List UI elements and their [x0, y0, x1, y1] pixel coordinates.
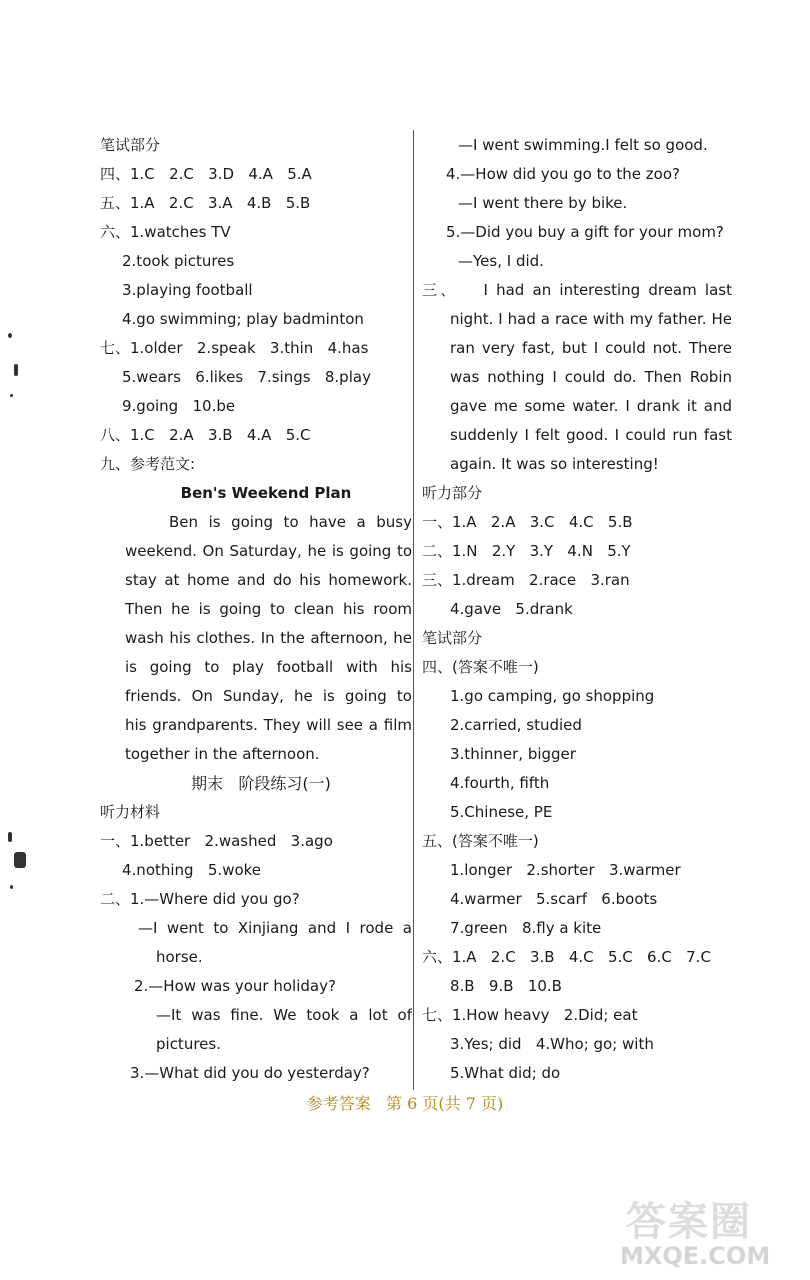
- answer-q7-1: 七、1.older 2.speak 3.thin 4.has: [100, 339, 369, 357]
- section-title: 期末 阶段练习(一): [191, 774, 331, 793]
- listening-material-label: 听力材料: [100, 803, 161, 821]
- scan-mark: [8, 832, 12, 842]
- written-q6-1: 六、1.A 2.C 3.B 4.C 5.C 6.C 7.C: [422, 948, 711, 966]
- listening-q1-2: 4.nothing 5.woke: [122, 861, 262, 879]
- essay-line: is going to play football with his: [125, 658, 412, 676]
- written-q5-item: 7.green 8.fly a kite: [450, 919, 602, 937]
- dialog-line: —I went there by bike.: [458, 194, 628, 212]
- scan-mark: [14, 364, 18, 376]
- watermark-brand: 答案圈: [626, 1199, 752, 1245]
- written-q7-2: 3.Yes; did 4.Who; go; with: [450, 1035, 654, 1053]
- answer-q7-3: 9.going 10.be: [122, 397, 236, 415]
- right-column: [422, 131, 732, 1088]
- written-q6-2: 8.B 9.B 10.B: [450, 977, 562, 995]
- essay-line: wash his clothes. In the afternoon, he: [125, 629, 412, 647]
- page-footer: 参考答案 第 6 页(共 7 页): [306, 1094, 504, 1113]
- written-q7-1: 七、1.How heavy 2.Did; eat: [422, 1006, 638, 1024]
- column-divider: [413, 130, 414, 1090]
- written-section-label: 笔试部分: [422, 629, 483, 647]
- answer-q4: 四、1.C 2.C 3.D 4.A 5.A: [100, 165, 312, 183]
- listening-q2-7: 3.—What did you do yesterday?: [130, 1064, 370, 1082]
- answer-q6-4: 4.go swimming; play badminton: [122, 310, 364, 328]
- listening-q2-5: —It was fine. We took a lot of: [156, 1006, 412, 1024]
- left-column: [100, 131, 412, 1088]
- answer-q9: 九、参考范文:: [100, 455, 196, 473]
- scan-mark: [10, 885, 13, 889]
- story-line: was nothing I could do. Then Robin: [450, 368, 732, 386]
- story-line: suddenly I felt good. I could run fast: [450, 426, 732, 444]
- watermark-logo: [618, 1190, 804, 1276]
- story-first-line: 三、 I had an interesting dream last: [422, 281, 732, 299]
- essay-line: friends. On Sunday, he is going to: [125, 687, 412, 705]
- listening-q2-1: 二、1.—Where did you go?: [100, 890, 300, 908]
- written-q5-item: 4.warmer 5.scarf 6.boots: [450, 890, 658, 908]
- watermark-site: MXQE.COM: [620, 1242, 771, 1270]
- listening-q1-1: 一、1.better 2.washed 3.ago: [100, 832, 333, 850]
- written-q4-item: 4.fourth, fifth: [450, 774, 550, 792]
- written-section-label: 笔试部分: [100, 136, 161, 154]
- dialog-line: 5.—Did you buy a gift for your mom?: [446, 223, 724, 241]
- dialog-line: —I went swimming.I felt so good.: [458, 136, 708, 154]
- written-q5-item: 1.longer 2.shorter 3.warmer: [450, 861, 681, 879]
- listening-q2-2: —I went to Xinjiang and I rode a: [138, 919, 412, 937]
- essay-line: weekend. On Saturday, he is going to: [125, 542, 412, 560]
- written-q4-item: 5.Chinese, PE: [450, 803, 553, 821]
- answer-q8: 八、1.C 2.A 3.B 4.A 5.C: [100, 426, 311, 444]
- story-line: gave me some water. I drank it and: [450, 397, 732, 415]
- written-q4-item: 1.go camping, go shopping: [450, 687, 655, 705]
- answer-q7-2: 5.wears 6.likes 7.sings 8.play: [122, 368, 371, 386]
- story-line: night. I had a race with my father. He: [450, 310, 732, 328]
- essay-line: together in the afternoon.: [125, 745, 320, 763]
- answer-q6-1: 六、1.watches TV: [100, 223, 231, 241]
- dialog-line: —Yes, I did.: [458, 252, 544, 270]
- listening-q2-6: pictures.: [156, 1035, 221, 1053]
- written-q7-3: 5.What did; do: [450, 1064, 561, 1082]
- listening-answer-2: 二、1.N 2.Y 3.Y 4.N 5.Y: [422, 542, 631, 560]
- listening-q2-3: horse.: [156, 948, 203, 966]
- scan-mark: [14, 852, 26, 868]
- dialog-line: 4.—How did you go to the zoo?: [446, 165, 680, 183]
- scan-mark: [10, 394, 13, 397]
- story-line: again. It was so interesting!: [450, 455, 659, 473]
- listening-answer-3-2: 4.gave 5.drank: [450, 600, 573, 618]
- essay-line: Ben is going to have a busy: [169, 513, 412, 531]
- listening-answer-3-1: 三、1.dream 2.race 3.ran: [422, 571, 630, 589]
- essay-line: stay at home and do his homework.: [125, 571, 412, 589]
- story-line: ran very fast, but I could not. There: [450, 339, 732, 357]
- written-q4-item: 3.thinner, bigger: [450, 745, 576, 763]
- answer-q6-2: 2.took pictures: [122, 252, 235, 270]
- written-q4: 四、(答案不唯一): [422, 658, 539, 676]
- essay-title: Ben's Weekend Plan: [180, 484, 352, 502]
- listening-section-label: 听力部分: [422, 484, 483, 502]
- answer-q6-3: 3.playing football: [122, 281, 253, 299]
- listening-answer-1: 一、1.A 2.A 3.C 4.C 5.B: [422, 513, 633, 531]
- answer-q5: 五、1.A 2.C 3.A 4.B 5.B: [100, 194, 311, 212]
- essay-line: Then he is going to clean his room: [125, 600, 412, 618]
- essay-line: his grandparents. They will see a film: [125, 716, 412, 734]
- written-q4-item: 2.carried, studied: [450, 716, 582, 734]
- listening-q2-4: 2.—How was your holiday?: [134, 977, 336, 995]
- written-q5: 五、(答案不唯一): [422, 832, 539, 850]
- scan-mark: [8, 333, 12, 338]
